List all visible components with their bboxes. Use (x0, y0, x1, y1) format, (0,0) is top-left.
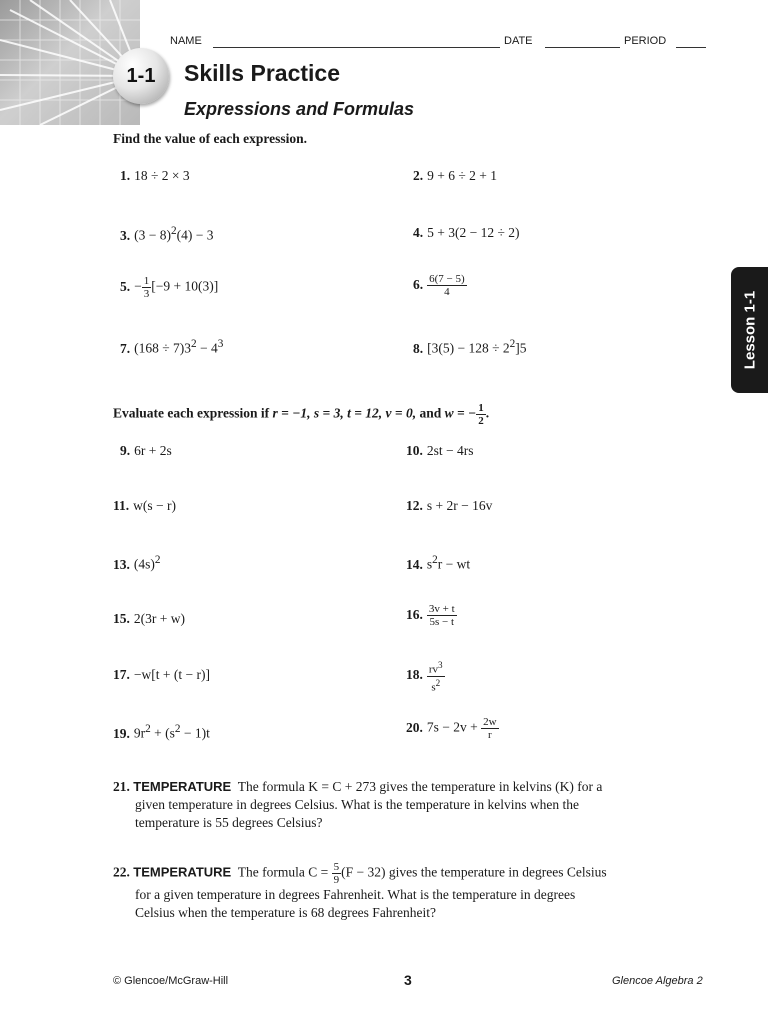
problem-21: 21. TEMPERATURE The formula K = C + 273 gives the temperature in kelvins (K) for a given temperature in degrees Celsius. What is the temperature in kelvins when the temperature is 55 degrees Celsius? (113, 779, 603, 830)
problem-22: 22. TEMPERATURE The formula C = $\frac{5}{9}$ (F − 32) gives the temperature in degrees Celsius for a given temperature in degrees Fahrenheit. What is the temperature in degrees Celsius when the temperature is 68 degrees Fahrenheit? (113, 861, 607, 920)
footer-book: Glencoe Algebra 2 (612, 975, 703, 987)
problem-5: 5. − $\frac{1}{3}$ [−9 + 10(3)] (120, 275, 219, 300)
problem-1: 1. 18 ÷ 2 × 3 (120, 168, 190, 183)
problem-11: 11. w(s − r) (113, 498, 176, 513)
problem-6: 6. $\frac{6(7 - 5)}{4}$ (413, 273, 465, 298)
problem-12: 12. s + 2r − 16v (406, 498, 493, 513)
lesson-side-tab: Lesson 1-1 (731, 267, 768, 393)
page-title: Skills Practice (184, 60, 340, 86)
section1-instruction: Find the value of each expression. (113, 131, 308, 146)
name-label: NAME (170, 35, 202, 47)
name-line (213, 47, 500, 48)
section2-instruction: Evaluate each expression if r = −1, s = 3, t = 12, v = 0, and w = − $\frac{1}{2}$ . (113, 402, 490, 427)
problem-18: 18. $\frac{rv^3}{s^2}$ (406, 660, 443, 694)
problem-7: 7. $(168 \div 7)3^2 - 4^3$ (120, 338, 224, 356)
date-line (545, 47, 620, 48)
problem-14: 14. $s^2r$ − wt (406, 554, 471, 572)
problem-9: 9. 6r + 2s (120, 443, 172, 458)
problem-13: 13. $(4s)^2$ (113, 554, 161, 572)
page-number: 3 (404, 972, 412, 988)
period-line (676, 47, 706, 48)
problem-16: 16. $\frac{3v + t}{5s - t}$ (406, 603, 455, 628)
page-subtitle: Expressions and Formulas (184, 99, 415, 119)
period-label: PERIOD (624, 35, 667, 47)
problem-20: 20. 7s − 2v + $\frac{2w}{r}$ (406, 716, 497, 741)
lesson-badge: 1-1 (113, 48, 169, 104)
problem-10: 10. 2st − 4rs (406, 443, 474, 458)
problem-8: 8. $[3(5) - 128 \div 2^2]5$ (413, 338, 527, 356)
footer-copyright: © Glencoe/McGraw-Hill (113, 975, 229, 987)
problem-3: 3. $(3 - 8)^2(4) - 3$ (120, 225, 214, 243)
date-label: DATE (504, 35, 533, 47)
problem-15: 15. 2(3r + w) (113, 611, 185, 626)
problem-17: 17. −w[t + (t − r)] (113, 667, 210, 682)
problem-19: 19. $9r^2 + (s^2 - 1)t$ (113, 723, 210, 741)
problem-2: 2. 9 + 6 ÷ 2 + 1 (413, 168, 498, 183)
problem-4: 4. 5 + 3(2 − 12 ÷ 2) (413, 225, 520, 240)
